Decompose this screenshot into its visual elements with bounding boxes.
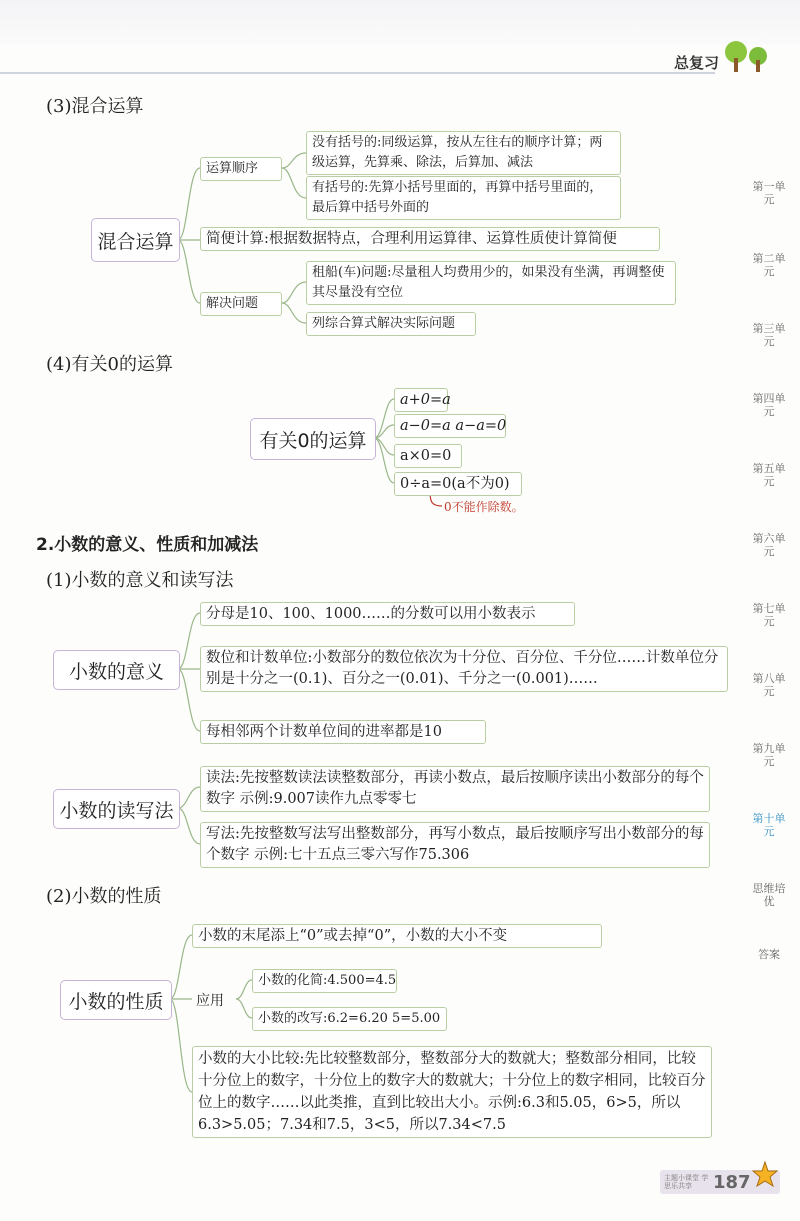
zero-add: a+0=a: [394, 388, 448, 412]
meaning-places: 数位和计数单位:小数部分的数位依次为十分位、百分位、千分位……计数单位分别是十分之一(0.1)、百分之一(0.01)、千分之一(0.001)……: [200, 646, 728, 692]
branch-order: 运算顺序: [200, 157, 282, 181]
section-heading-meaning: (1)小数的意义和读写法: [46, 570, 234, 591]
part-heading-decimals: 2.小数的意义、性质和加减法: [36, 535, 259, 555]
order-no-brackets: 没有括号的:同级运算，按从左往右的顺序计算；两级运算，先算乘、除法，后算加、减法: [306, 131, 621, 175]
side-tab-unit1[interactable]: 第一单元: [752, 180, 786, 206]
order-with-brackets: 有括号的:先算小括号里面的，再算中括号里面的，最后算中括号外面的: [306, 176, 621, 220]
running-title: 总复习: [674, 54, 720, 72]
side-tab-unit4[interactable]: 第四单元: [752, 392, 786, 418]
zero-divisor-note: 0不能作除数。: [444, 500, 524, 514]
star-mascot-icon: [752, 1160, 778, 1190]
side-tab-unit8[interactable]: 第八单元: [752, 672, 786, 698]
publisher-mark: 主题小课堂 学思乐共享: [664, 1174, 709, 1190]
section-heading-property: (2)小数的性质: [46, 886, 162, 907]
side-tab-unit10[interactable]: 第十单元: [752, 812, 786, 838]
apply-rewrite: 小数的改写:6.2=6.20 5=5.00: [252, 1007, 447, 1031]
side-tab-unit9[interactable]: 第九单元: [752, 742, 786, 768]
solve-rent: 租船(车)问题:尽量租人均费用少的，如果没有坐满，再调整使其尽量没有空位: [306, 261, 676, 305]
branch-solve: 解决问题: [200, 292, 282, 316]
section-heading-zero: (4)有关0的运算: [46, 354, 173, 375]
apply-simplify: 小数的化简:4.500=4.5: [252, 969, 397, 993]
zero-multiply: a×0=0: [394, 444, 462, 468]
property-compare: 小数的大小比较:先比较整数部分，整数部分大的数就大；整数部分相同，比较十分位上的数字，十分位上的数字大的数就大；十分位上的数字相同，比较百分位上的数字……以此类推，直到比较出大小。示例:6.3和5.05，6>5，所以6.3>5.05；7.34和7.5，3<5，所以7.34<7.5: [192, 1046, 712, 1138]
side-tab-unit3[interactable]: 第三单元: [752, 322, 786, 348]
root-node-read-write: 小数的读写法: [53, 789, 180, 829]
side-tab-thinking[interactable]: 思维培优: [752, 882, 786, 908]
side-tab-unit6[interactable]: 第六单元: [752, 532, 786, 558]
section-heading-mixed: (3)混合运算: [46, 96, 144, 117]
page-number: 187: [713, 1172, 751, 1193]
root-node-property: 小数的性质: [60, 980, 172, 1020]
side-tab-unit2[interactable]: 第二单元: [752, 252, 786, 278]
simple-calc: 简便计算:根据数据特点，合理利用运算律、运算性质使计算简便: [200, 227, 660, 251]
root-node-mixed: 混合运算: [91, 218, 180, 262]
solve-formula: 列综合算式解决实际问题: [306, 312, 476, 336]
zero-divide: 0÷a=0(a不为0): [394, 472, 522, 496]
property-trailing-zero: 小数的末尾添上“0”或去掉“0”，小数的大小不变: [192, 924, 602, 948]
read-method: 读法:先按整数读法读整数部分，再读小数点，最后按顺序读出小数部分的每个数字 示例:9.007读作九点零零七: [200, 766, 710, 812]
meaning-fraction: 分母是10、100、1000……的分数可以用小数表示: [200, 602, 575, 626]
apply-label: 应用: [196, 993, 224, 1009]
side-tab-answers[interactable]: 答案: [758, 948, 780, 961]
zero-subtract: a−0=a a−a=0: [394, 414, 506, 438]
write-method: 写法:先按整数写法写出整数部分，再写小数点，最后按顺序写出小数部分的每个数字 示例:七十五点三零六写作75.306: [200, 822, 710, 868]
root-node-zero: 有关0的运算: [250, 418, 376, 460]
meaning-rate: 每相邻两个计数单位间的进率都是10: [200, 720, 486, 744]
root-node-meaning: 小数的意义: [53, 650, 180, 690]
side-tab-unit5[interactable]: 第五单元: [752, 462, 786, 488]
side-tab-unit7[interactable]: 第七单元: [752, 602, 786, 628]
